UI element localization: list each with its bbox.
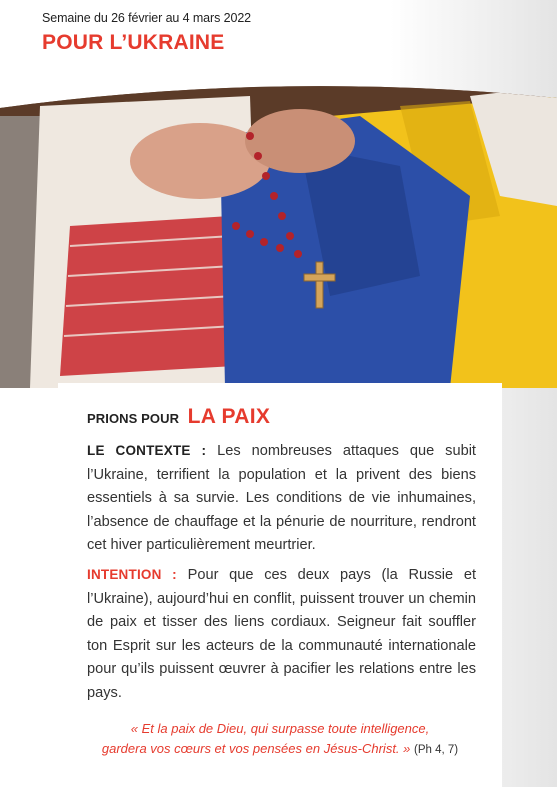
rosary-ukraine-flag-photo xyxy=(0,76,557,388)
intention-text: Pour que ces deux pays (la Russie et l’Ukraine), aujourd’hui en conflit, puissent trouver un chemin de paix et tisser des liens cordiaux. Seigneur fait souffler ton Esprit sur les acteurs de la communauté internationale pour qu’ils puissent œuvrer à pacifier les relations entre les pays. xyxy=(87,567,477,701)
intention-label: INTENTION : xyxy=(87,567,177,582)
card-heading-prefix: PRIONS POUR xyxy=(87,411,180,426)
page-title: POUR L’UKRAINE xyxy=(42,31,225,54)
quote-line-2-wrapper xyxy=(58,739,502,760)
quote-line-2: gardera vos cœurs et vos pensées en Jésus-Christ. » xyxy=(101,741,411,756)
prayer-card xyxy=(58,383,502,787)
card-heading xyxy=(87,405,270,429)
context-paragraph xyxy=(87,439,476,558)
photo-illustration xyxy=(0,76,557,388)
header-date: Semaine du 26 février au 4 mars 2022 xyxy=(42,11,252,25)
card-heading-title: LA PAIX xyxy=(187,405,271,428)
embroidery-band xyxy=(60,216,235,376)
context-text: Les nombreuses attaques que subit l’Ukraine, terrifient la population et la privent des biens essentiels à sa survie. Les conditions de vie inhumaines, l’absence de chauffage et la pénurie de nourriture, rendront cet hiver particulièrement meurtrier. xyxy=(87,443,476,554)
right-hand xyxy=(245,109,355,173)
quote-reference: (Ph 4, 7) xyxy=(414,744,459,756)
intention-paragraph xyxy=(87,563,476,706)
bible-quote xyxy=(58,719,502,760)
context-label: LE CONTEXTE : xyxy=(87,443,207,458)
quote-line-1: « Et la paix de Dieu, qui surpasse toute intelligence, xyxy=(130,721,430,736)
